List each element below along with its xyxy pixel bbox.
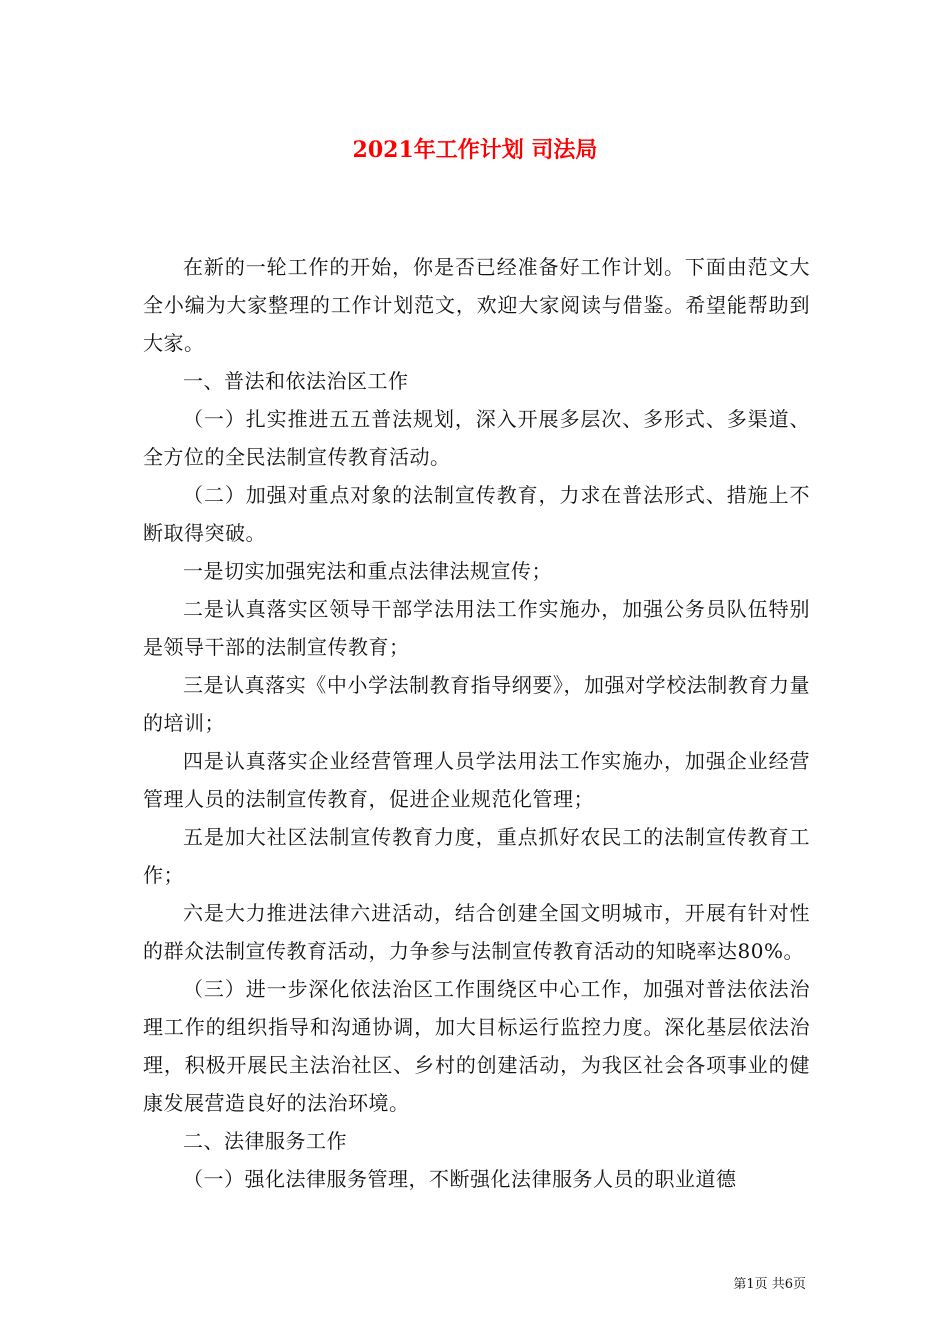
page-number: 第1页 共6页 — [733, 1277, 806, 1292]
paragraph: 一是切实加强宪法和重点法律法规宣传； — [183, 559, 552, 583]
paragraph: 四是认真落实企业经营管理人员学法用法工作实施办，加强企业经营管理人员的法制宣传教育，促进企业规范化管理； — [143, 749, 810, 811]
paragraph: （一）强化法律服务管理，不断强化法律服务人员的职业道德 — [183, 1167, 737, 1191]
paragraph: （三）进一步深化依法治区工作围绕区中心工作，加强对普法依法治理工作的组织指导和沟通协调，加大目标运行监控力度。深化基层依法治理，积极开展民主法治社区、乡村的创建活动，为我区社会各项事业的健康发展营造良好的法治环境。 — [143, 977, 810, 1115]
document-body — [143, 248, 810, 1198]
heading-section-2: 二、法律服务工作 — [183, 1129, 347, 1153]
paragraph-intro: 在新的一轮工作的开始，你是否已经准备好工作计划。下面由范文大全小编为大家整理的工作计划范文，欢迎大家阅读与借鉴。希望能帮助到大家。 — [143, 255, 810, 355]
paragraph: （二）加强对重点对象的法制宣传教育，力求在普法形式、措施上不断取得突破。 — [143, 483, 810, 545]
document-title: 2021年工作计划 司法局 — [352, 137, 598, 163]
heading-section-1: 一、普法和依法治区工作 — [183, 369, 409, 393]
paragraph: 二是认真落实区领导干部学法用法工作实施办，加强公务员队伍特别是领导干部的法制宣传教育； — [143, 597, 810, 659]
paragraph: 三是认真落实《中小学法制教育指导纲要》，加强对学校法制教育力量的培训； — [143, 673, 810, 735]
paragraph: 五是加大社区法制宣传教育力度，重点抓好农民工的法制宣传教育工作； — [143, 825, 810, 887]
paragraph: （一）扎实推进五五普法规划，深入开展多层次、多形式、多渠道、全方位的全民法制宣传教育活动。 — [143, 407, 810, 469]
paragraph: 六是大力推进法律六进活动，结合创建全国文明城市，开展有针对性的群众法制宣传教育活动，力争参与法制宣传教育活动的知晓率达80%。 — [143, 901, 810, 963]
